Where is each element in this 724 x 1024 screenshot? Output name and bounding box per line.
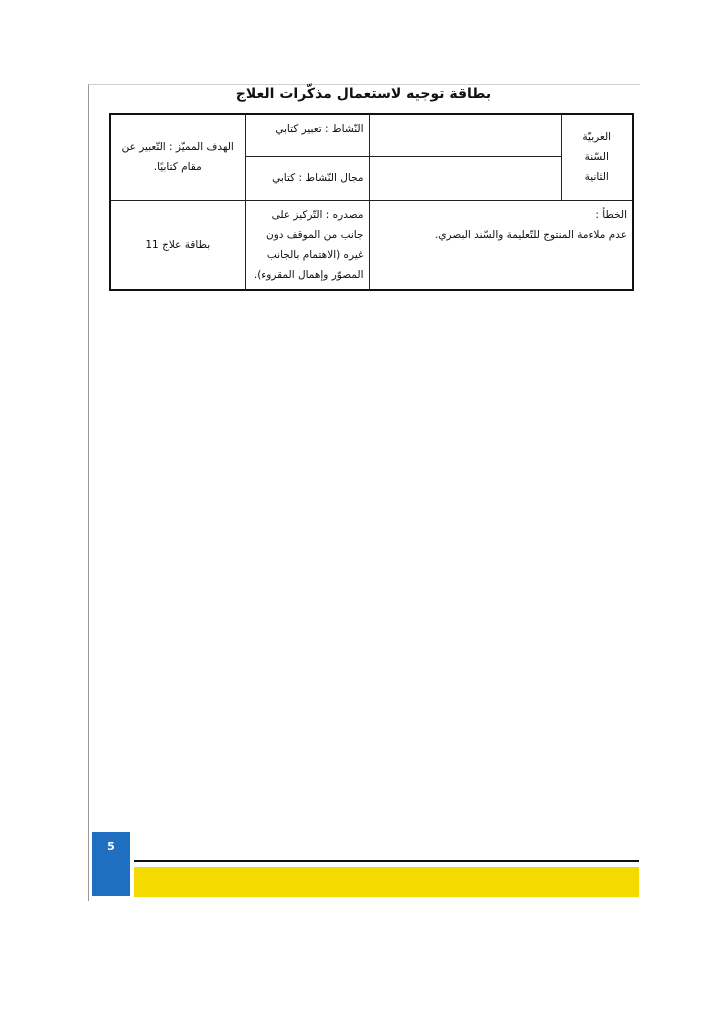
page-number-badge: 5 [92,832,130,896]
source-cell: مصدره : التّركيز على جانب من الموقف دون غيره (الاهتمام بالجانب المصوّر وإهمال المقروء). [245,200,369,290]
subject-line: السّنة [584,151,609,164]
activity-cell: النّشاط : تعبير كتابي [245,114,369,156]
empty-cell [369,156,561,200]
guidance-card-table [109,113,634,291]
error-text: عدم ملاءمة المنتوج للتّعليمة والسّند البصري. [435,228,627,241]
footer-rule [134,860,639,862]
target-goal-cell: الهدف المميّز : التّعبير عن مقام كتابيًا. [110,114,245,200]
empty-cell [369,114,561,156]
subject-line: الثانية [584,171,609,184]
document-title: بطاقة توجيه لاستعمال مذكّرات العلاج [235,86,492,102]
error-cell [369,200,633,290]
error-label: الخطأ : [595,208,627,221]
card-ref-cell: بطاقة علاج 11 [110,200,245,290]
footer-yellow-band [134,867,639,897]
activity-domain-cell: مجال النّشاط : كتابي [245,156,369,200]
subject-line: العربيّة [582,131,612,144]
subject-cell [561,114,633,200]
